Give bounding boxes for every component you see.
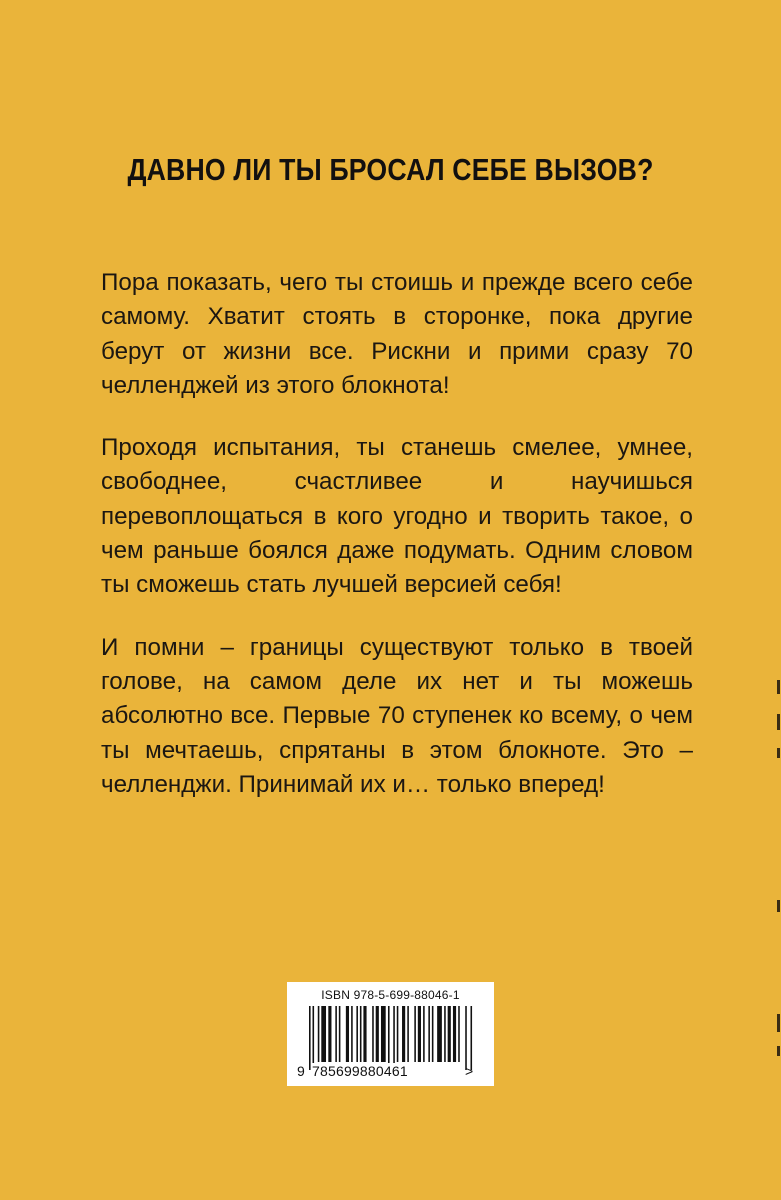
headline: ДАВНО ЛИ ТЫ БРОСАЛ СЕБЕ ВЫЗОВ? xyxy=(127,152,654,187)
ean-first-digit: 9 xyxy=(297,1063,305,1079)
isbn-barcode-block xyxy=(287,982,494,1086)
barcode-bars xyxy=(309,1006,474,1070)
ean-digit-group: 785699880461 xyxy=(312,1063,408,1079)
blurb-text xyxy=(101,266,693,830)
isbn-label: ISBN 978-5-699-88046-1 xyxy=(321,988,460,1002)
blurb-paragraph-2: Проходя испытания, ты станешь смелее, умнее, свободнее, счастливее и научишься перевоплощаться в кого угодно и творить такое, о чем раньше боялся даже подумать. Одним словом ты сможешь стать лучшей версией себя! xyxy=(101,434,693,599)
spine-edge-text-fragments xyxy=(776,0,781,1200)
ean-quiet-zone-arrow: > xyxy=(465,1063,474,1079)
blurb-paragraph-3: И помни – границы существуют только в твоей голове, на самом деле их нет и ты можешь абсолютно все. Первые 70 ступенек ко всему, о чем ты мечтаешь, спрятаны в этом блокноте. Это – челленджи. Принимай их и… только вперед! xyxy=(101,633,693,798)
blurb-paragraph-1: Пора показать, чего ты стоишь и прежде всего себе самому. Хватит стоять в сторонке, пока другие берут от жизни все. Рискни и прими сразу 70 челленджей из этого блокнота! xyxy=(101,269,693,399)
